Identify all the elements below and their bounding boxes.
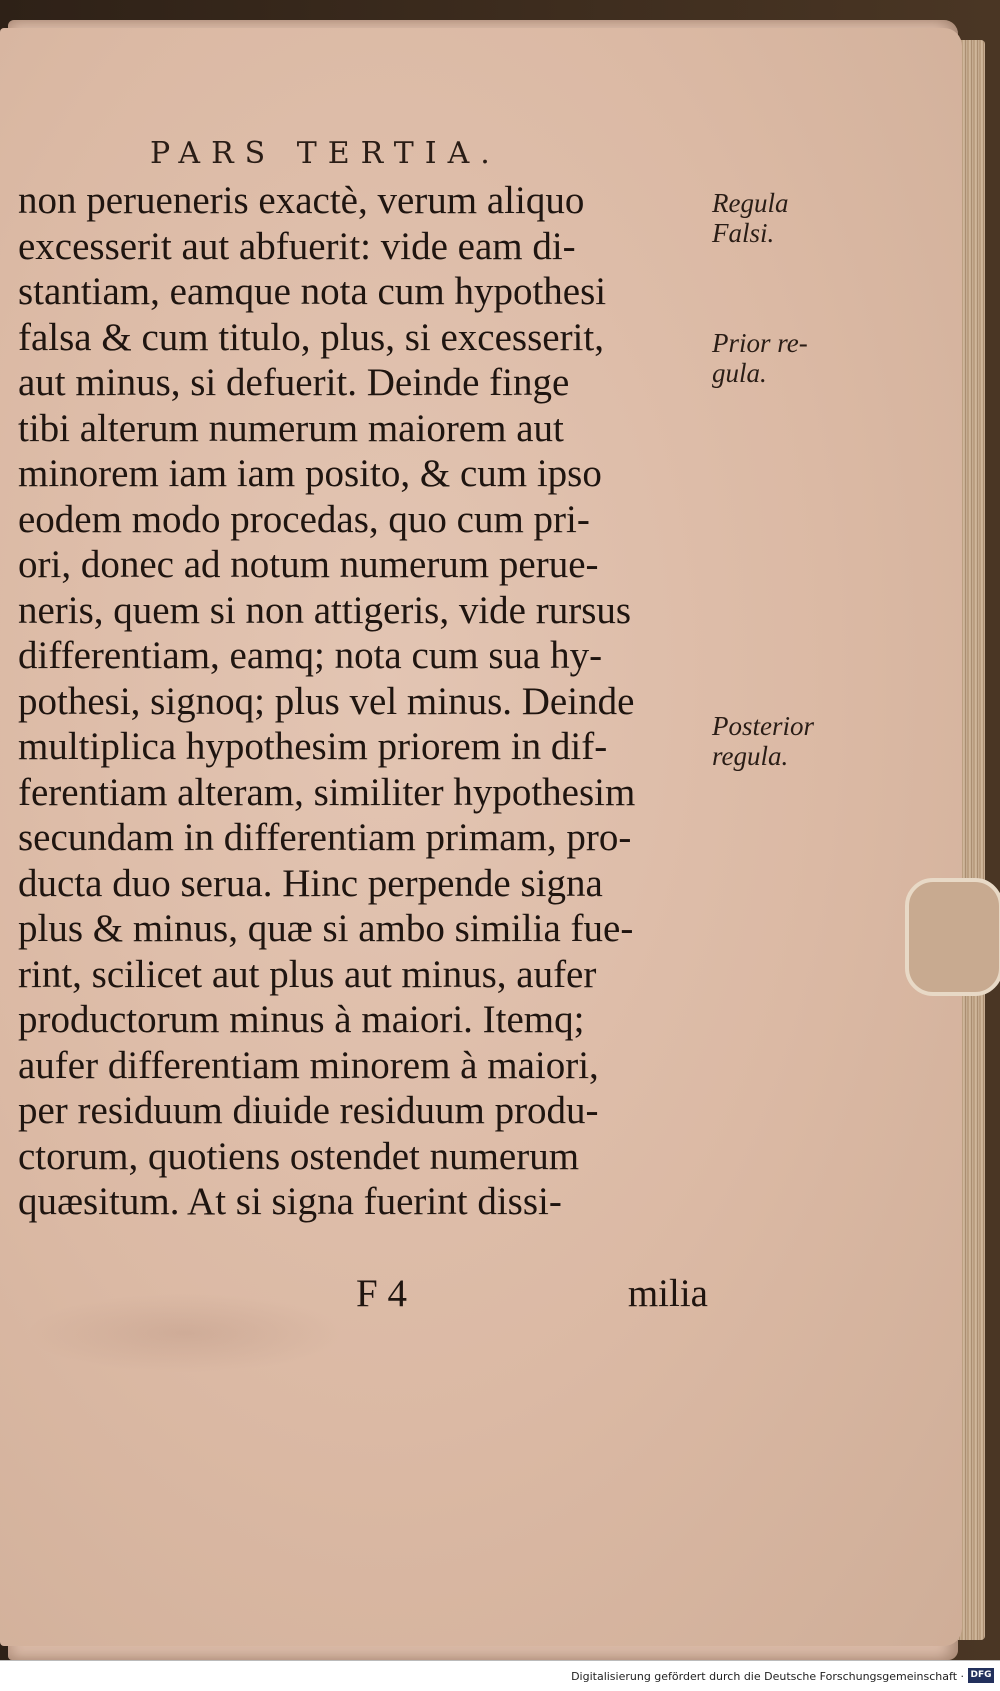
funding-credit: Digitalisierung gefördert durch die Deutsche Forschungsgemeinschaft · [571, 1670, 964, 1683]
text-line: plus & minus, quæ si ambo similia fue- [18, 907, 634, 950]
running-head: PARS TERTIA. [150, 136, 501, 171]
catchline [18, 1271, 708, 1321]
text-line: pothesi, signoq; plus vel minus. Deinde [18, 679, 635, 723]
text-line: aut minus, si defuerit. Deinde finge [18, 361, 570, 404]
marginal-note-posterior-regula [712, 711, 814, 771]
text-line: non perueneris exactè, verum aliquo [18, 179, 585, 222]
marginal-line: Falsi. [712, 218, 775, 248]
marginal-line: Regula [712, 188, 789, 218]
text-line: rint, scilicet aut plus aut minus, aufer [18, 952, 597, 996]
text-line: excesserit aut abfuerit: vide eam di- [18, 224, 576, 268]
text-line: quæsitum. At si signa fuerint dissi- [18, 1180, 562, 1223]
marginal-line: Posterior [712, 711, 815, 741]
marginal-line: regula. [712, 741, 789, 771]
digitization-footer [0, 1660, 1000, 1691]
marginal-note-prior-regula [712, 328, 808, 388]
text-line: neris, quem si non attigeris, vide rursus [18, 588, 632, 632]
page-clasp [905, 878, 1000, 996]
text-line: ducta duo serua. Hinc perpende signa [18, 861, 603, 905]
marginal-note-regula-falsi [712, 188, 788, 248]
text-line: per residuum diuide residuum produ- [18, 1089, 599, 1132]
text-line: differentiam, eamq; nota cum sua hy- [18, 634, 603, 677]
text-line: ori, donec ad notum numerum perue- [18, 543, 599, 586]
marginal-line: Prior re- [712, 328, 808, 358]
text-line: stantiam, eamque nota cum hypothesi [18, 270, 607, 313]
text-line: multiplica hypothesim priorem in dif- [18, 725, 608, 768]
marginal-line: gula. [712, 358, 767, 388]
text-line: ctorum, quotiens ostendet numerum [18, 1134, 580, 1178]
text-line: productorum minus à maiori. Itemq; [18, 998, 585, 1041]
catchword: milia [627, 1272, 708, 1315]
signature-mark: F 4 [356, 1272, 407, 1315]
book-page [0, 28, 962, 1646]
text-line: falsa & cum titulo, plus, si excesserit, [18, 315, 604, 359]
text-line: tibi alterum numerum maiorem aut [18, 406, 564, 450]
text-line: secundam in differentiam primam, pro- [18, 816, 632, 859]
text-line: eodem modo procedas, quo cum pri- [18, 497, 590, 541]
body-text [18, 178, 718, 1225]
text-line: aufer differentiam minorem à maiori, [18, 1043, 599, 1087]
dfg-logo: DFG [968, 1668, 994, 1683]
text-line: minorem iam iam posito, & cum ipso [18, 452, 602, 495]
text-line: ferentiam alteram, similiter hypothesim [18, 770, 636, 814]
